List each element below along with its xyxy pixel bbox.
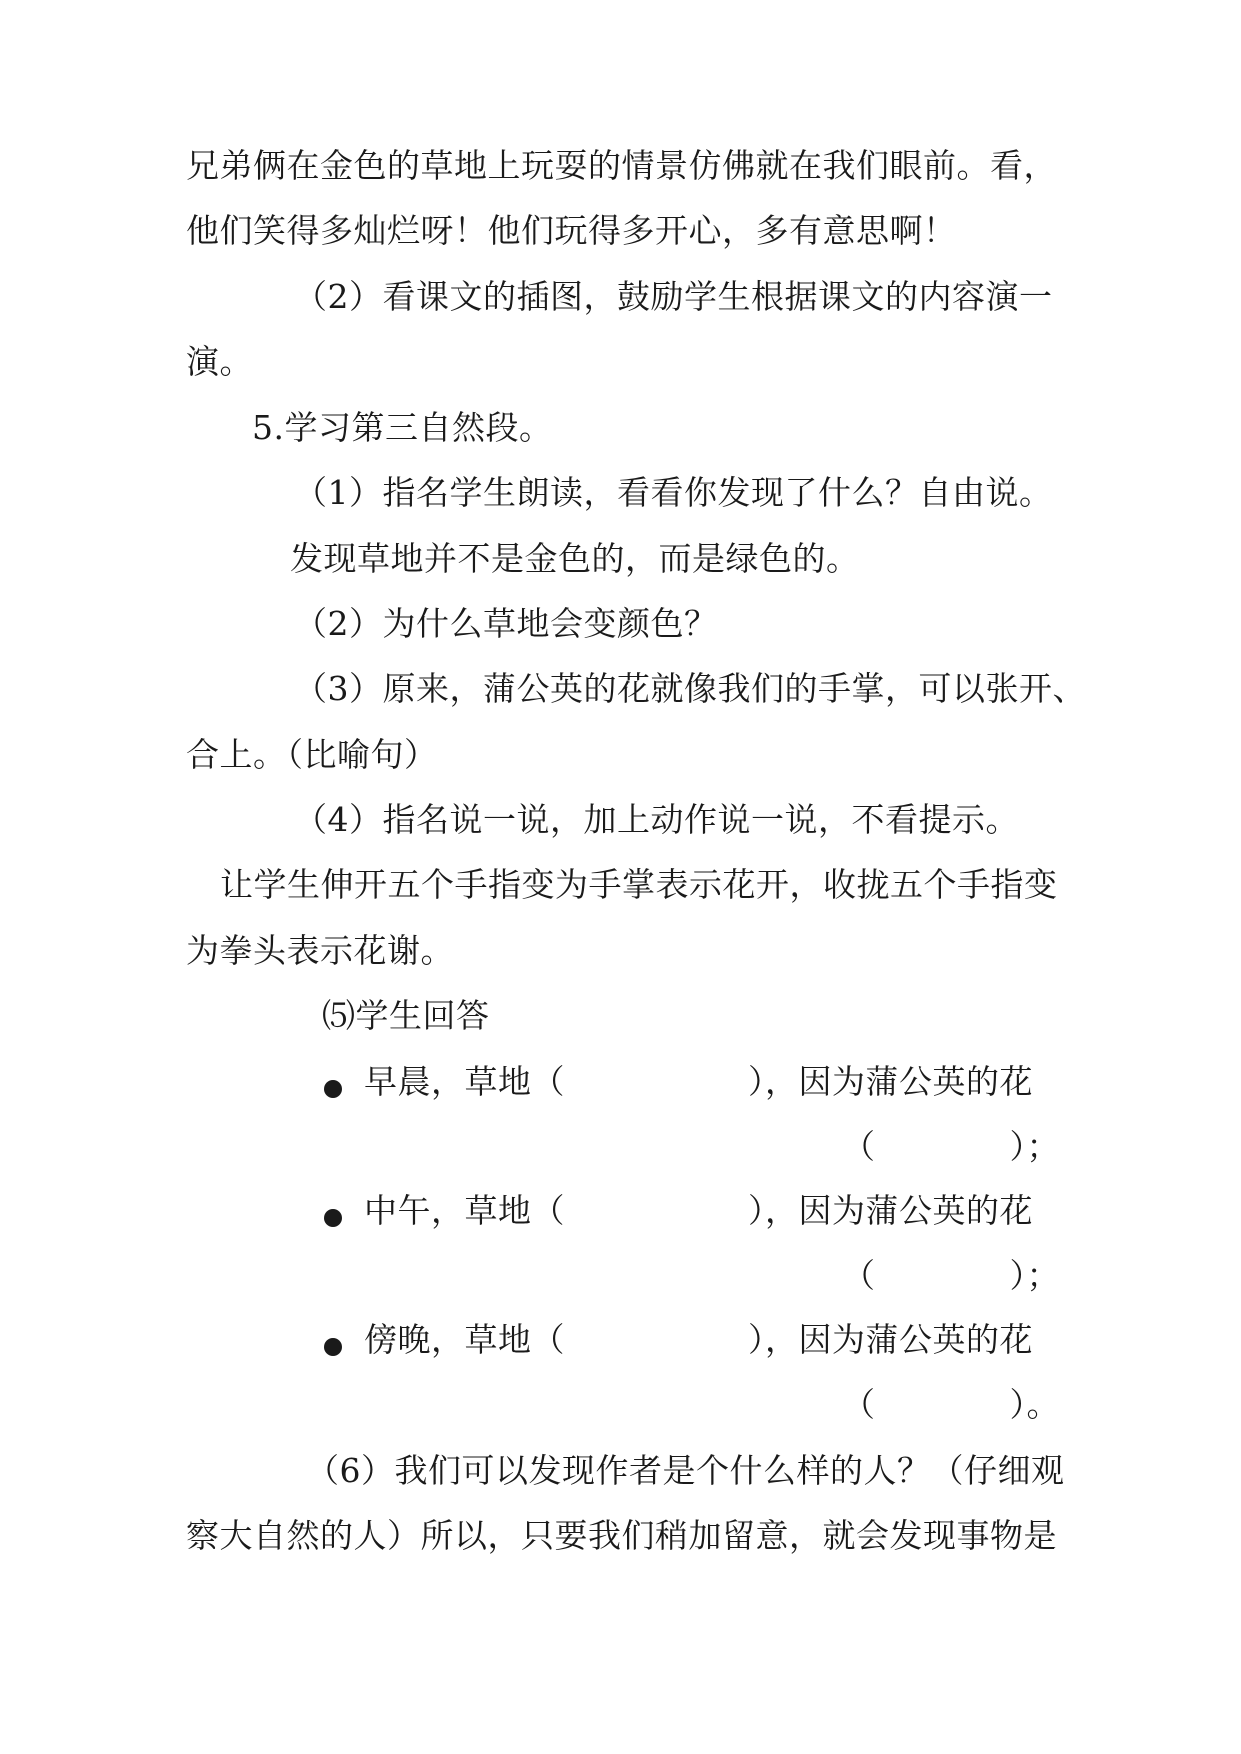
paragraph-line: 他们笑得多灿烂呀！他们玩得多开心，多有意思啊！ — [186, 211, 957, 250]
paragraph-line: 发现草地并不是金色的，而是绿色的。 — [290, 539, 860, 578]
paragraph-line: （2）为什么草地会变颜色？ — [294, 604, 718, 643]
paragraph-line: （3）原来，蒲公英的花就像我们的手掌，可以张开、 — [294, 669, 1086, 708]
bullet-icon — [324, 1338, 342, 1356]
section-heading: 5.学习第三自然段。 — [252, 408, 553, 447]
paragraph-line: 察大自然的人）所以，只要我们稍加留意，就会发现事物是 — [186, 1516, 1057, 1555]
paragraph-line: 为拳头表示花谢。 — [186, 931, 454, 970]
paragraph-line: 兄弟俩在金色的草地上玩耍的情景仿佛就在我们眼前。看， — [186, 146, 1057, 185]
bullet-icon — [324, 1209, 342, 1227]
bullet-text-tail: （ ）； — [842, 1256, 1060, 1295]
sub-heading: ⑸学生回答 — [322, 996, 490, 1035]
bullet-text-left: 早晨，草地（ — [364, 1062, 565, 1101]
bullet-text-tail: （ ）； — [842, 1127, 1060, 1166]
paragraph-line: 合上。（比喻句） — [186, 735, 438, 774]
paragraph-line: 让学生伸开五个手指变为手掌表示花开，收拢五个手指变 — [220, 865, 1058, 904]
bullet-text-tail: （ ）。 — [842, 1385, 1060, 1424]
paragraph-line: （6）我们可以发现作者是个什么样的人？（仔细观 — [306, 1451, 1065, 1490]
paragraph-line: （2）看课文的插图，鼓励学生根据课文的内容演一 — [294, 277, 1053, 316]
bullet-icon — [324, 1080, 342, 1098]
paragraph-line: 演。 — [186, 342, 253, 381]
bullet-text-left: 中午，草地（ — [364, 1191, 565, 1230]
bullet-text-right: ），因为蒲公英的花 — [748, 1320, 1033, 1359]
bullet-text-right: ），因为蒲公英的花 — [748, 1062, 1033, 1101]
bullet-text-left: 傍晚，草地（ — [364, 1320, 565, 1359]
paragraph-line: （1）指名学生朗读，看看你发现了什么？自由说。 — [294, 473, 1053, 512]
bullet-text-right: ），因为蒲公英的花 — [748, 1191, 1033, 1230]
paragraph-line: （4）指名说一说，加上动作说一说，不看提示。 — [294, 800, 1019, 839]
